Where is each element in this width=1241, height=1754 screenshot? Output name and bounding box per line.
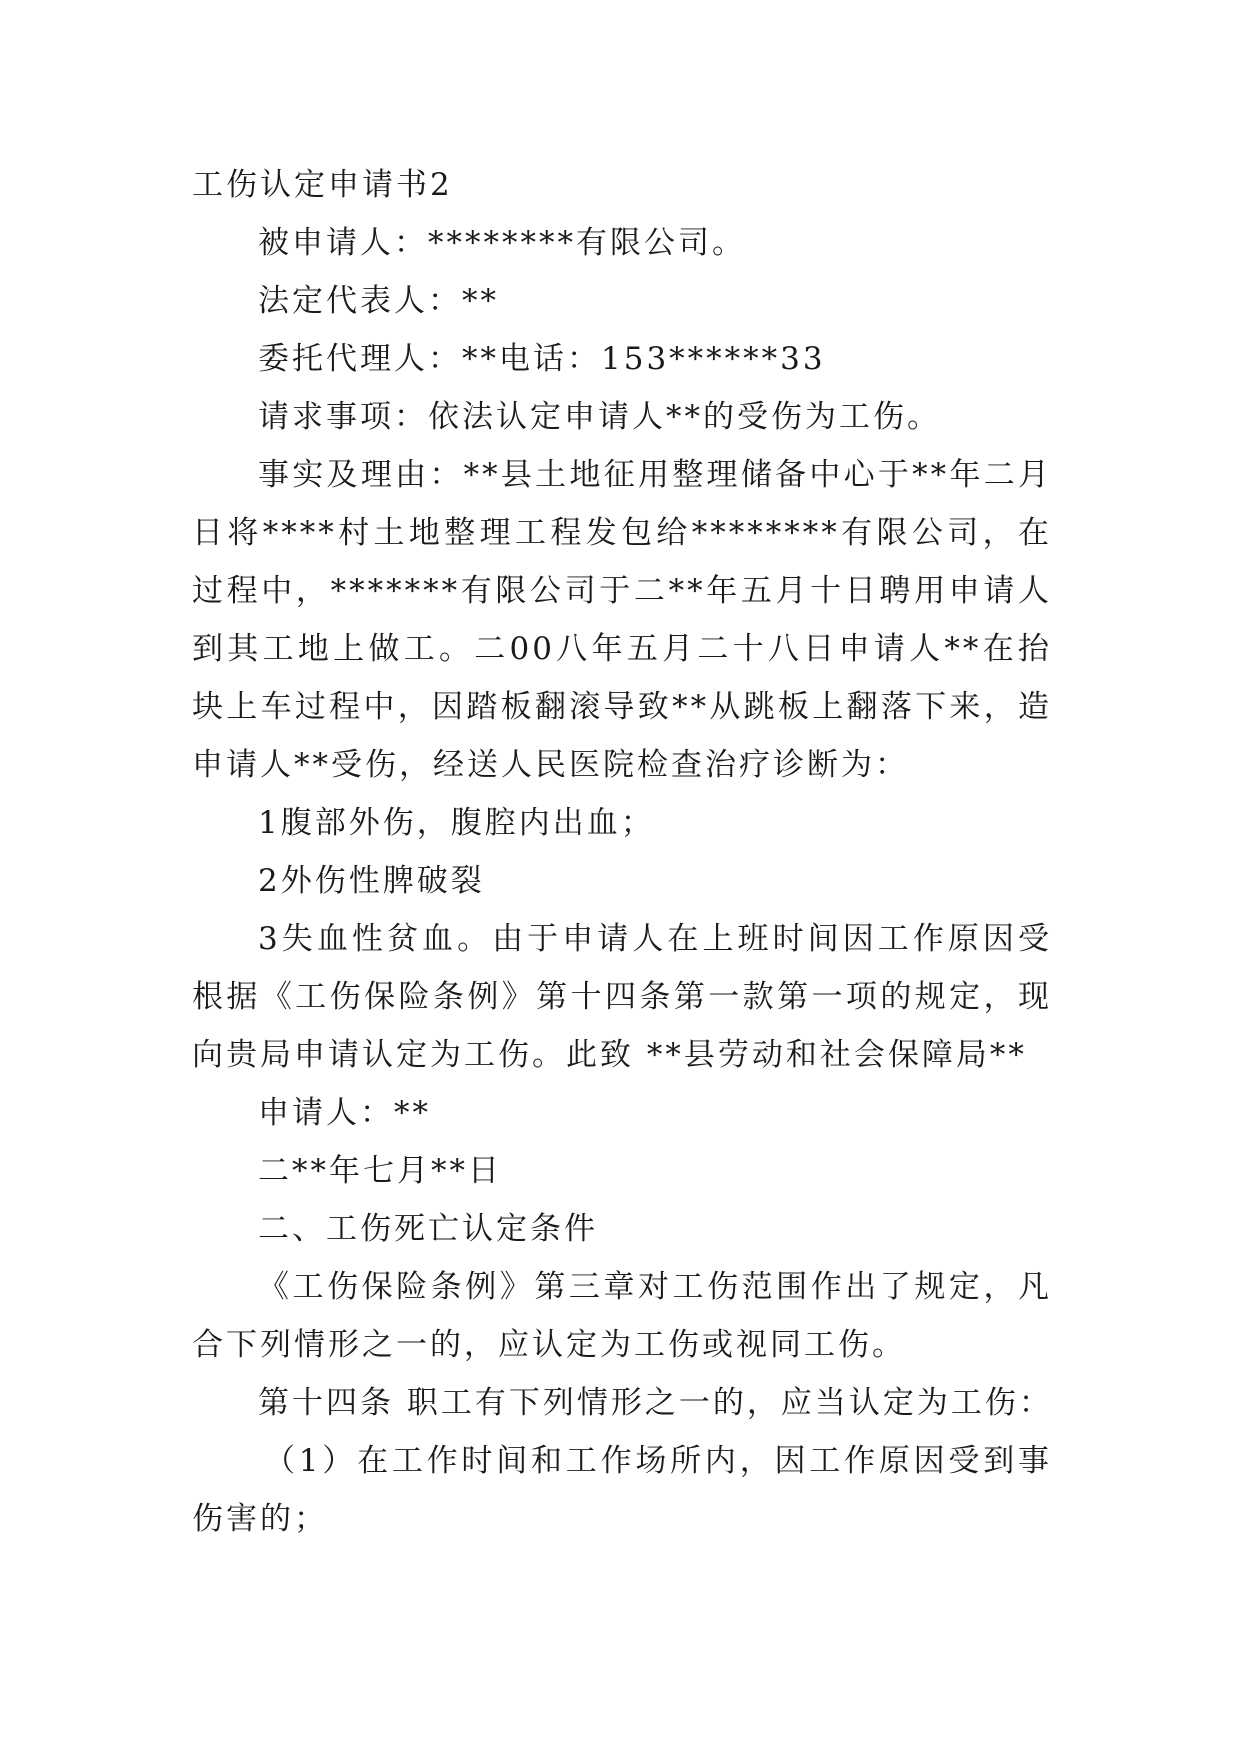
facts-line-6: 申请人**受伤，经送人民医院检查治疗诊断为：	[192, 747, 909, 783]
article-14-line: 第十四条 职工有下列情形之一的，应当认定为工伤：	[258, 1385, 1053, 1421]
document-title: 工伤认定申请书2	[192, 167, 453, 203]
diagnosis-item-2: 2外伤性脾破裂	[258, 863, 485, 899]
article-14-item-1-line-1: （1）在工作时间和工作场所内，因工作原因受到事	[264, 1443, 1052, 1479]
basis-line: 根据《工伤保险条例》第十四条第一款第一项的规定，现	[192, 979, 1052, 1015]
facts-line-5: 块上车过程中，因踏板翻滚导致**从跳板上翻落下来，造	[192, 689, 1052, 725]
diagnosis-item-1: 1腹部外伤，腹腔内出血；	[258, 805, 655, 841]
respondent-line: 被申请人：********有限公司。	[258, 225, 746, 261]
document-body	[192, 156, 1052, 1548]
agent-line: 委托代理人：**电话：153******33	[258, 341, 826, 377]
regulation-paragraph-line-1: 《工伤保险条例》第三章对工伤范围作出了规定，凡	[258, 1269, 1052, 1305]
facts-line-1: 事实及理由：**县土地征用整理储备中心于**年二月	[258, 457, 1052, 493]
facts-line-3: 过程中，*******有限公司于二**年五月十日聘用申请人	[192, 573, 1052, 609]
closing-line: 向贵局申请认定为工伤。此致 **县劳动和社会保障局**	[192, 1037, 1027, 1073]
facts-line-2: 日将****村土地整理工程发包给********有限公司，在	[192, 515, 1052, 551]
facts-line-4: 到其工地上做工。二00八年五月二十八日申请人**在抬	[192, 631, 1052, 667]
signature-date: 二**年七月**日	[258, 1153, 502, 1189]
regulation-paragraph-line-2: 合下列情形之一的，应认定为工伤或视同工伤。	[192, 1327, 906, 1363]
section-heading: 二、工伤死亡认定条件	[258, 1211, 598, 1247]
diagnosis-item-3: 3失血性贫血。由于申请人在上班时间因工作原因受	[258, 921, 1052, 957]
article-14-item-1-line-2: 伤害的；	[192, 1501, 328, 1537]
legal-representative-line: 法定代表人：**	[258, 283, 499, 319]
applicant-signature: 申请人：**	[258, 1095, 431, 1131]
request-line: 请求事项：依法认定申请人**的受伤为工伤。	[258, 399, 941, 435]
